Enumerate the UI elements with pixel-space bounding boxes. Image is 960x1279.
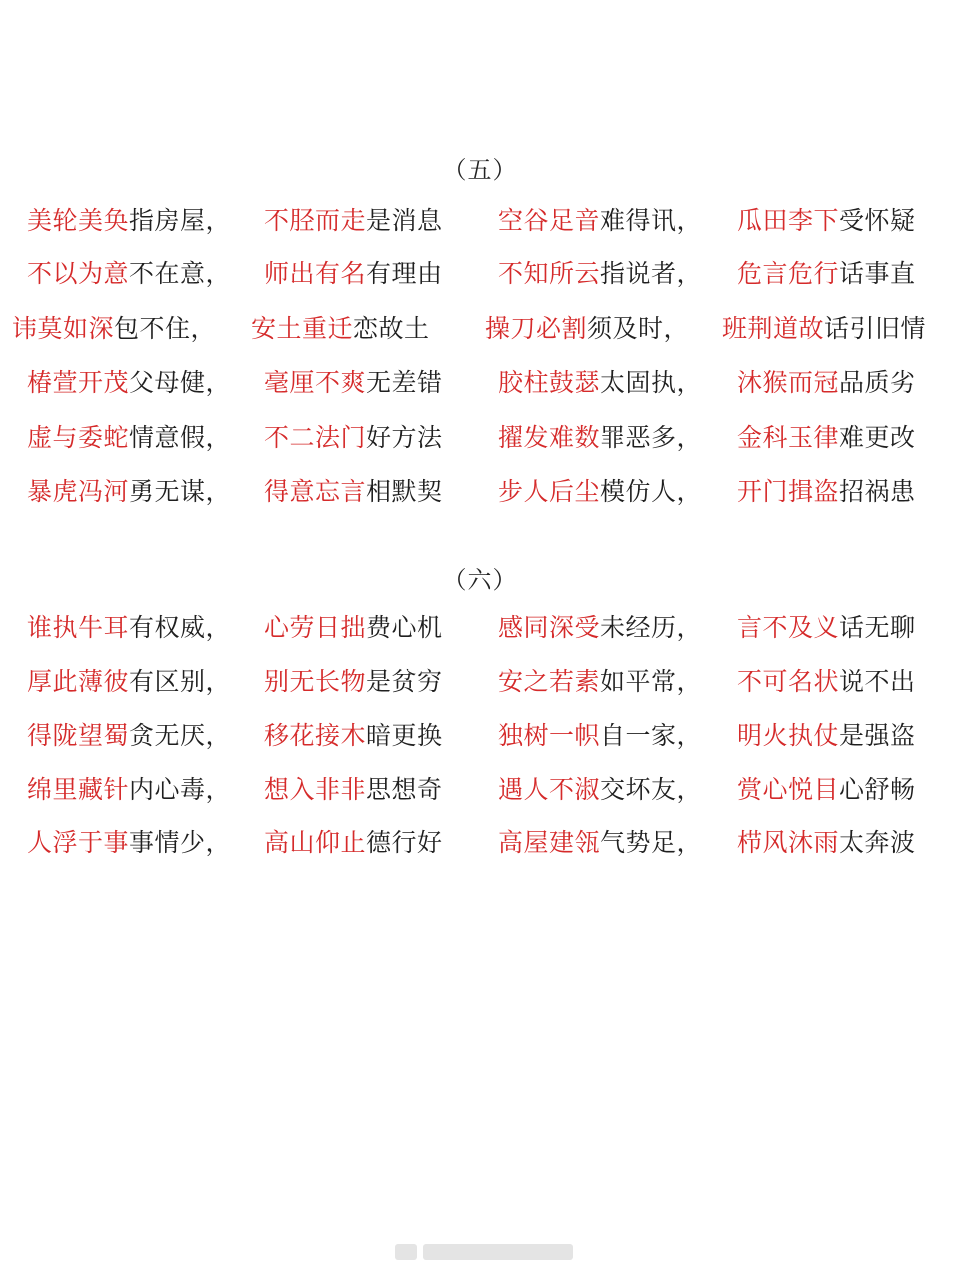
watermark-mark bbox=[423, 1244, 573, 1260]
idiom: 不胫而走 bbox=[264, 206, 367, 235]
meaning: 事情少， bbox=[129, 828, 232, 857]
idiom: 心劳日拙 bbox=[264, 613, 367, 642]
verse-line bbox=[737, 823, 916, 863]
meaning: 思想奇 bbox=[366, 775, 443, 804]
watermark-mark bbox=[395, 1244, 417, 1260]
idiom: 操刀必割 bbox=[485, 314, 588, 343]
verse-line bbox=[27, 662, 231, 702]
meaning: 费心机 bbox=[366, 613, 443, 642]
idiom: 擢发难数 bbox=[498, 423, 601, 452]
verse-line bbox=[264, 662, 443, 702]
idiom: 暴虎冯河 bbox=[27, 477, 130, 506]
verse-line bbox=[264, 608, 443, 648]
verse-line bbox=[264, 254, 443, 294]
meaning: 父母健， bbox=[129, 368, 232, 397]
verse-line bbox=[737, 418, 916, 458]
meaning: 自一家， bbox=[600, 721, 703, 750]
verse-line bbox=[722, 309, 926, 349]
meaning: 交坏友， bbox=[600, 775, 703, 804]
idiom: 人浮于事 bbox=[27, 828, 130, 857]
meaning: 太固执， bbox=[600, 368, 703, 397]
meaning: 是强盗 bbox=[839, 721, 916, 750]
verse-line bbox=[27, 716, 231, 756]
verse-line bbox=[27, 363, 231, 403]
verse-line bbox=[27, 770, 231, 810]
idiom: 高山仰止 bbox=[264, 828, 367, 857]
meaning: 话引旧情 bbox=[824, 314, 927, 343]
verse-line bbox=[737, 472, 916, 512]
verse-line bbox=[27, 418, 231, 458]
meaning: 罪恶多， bbox=[600, 423, 703, 452]
idiom: 空谷足音 bbox=[498, 206, 601, 235]
meaning: 难更改 bbox=[839, 423, 916, 452]
meaning: 指说者， bbox=[600, 259, 703, 288]
idiom: 不以为意 bbox=[27, 259, 130, 288]
idiom: 得意忘言 bbox=[264, 477, 367, 506]
verse-line bbox=[498, 608, 702, 648]
idiom: 危言危行 bbox=[737, 259, 840, 288]
verse-line bbox=[498, 770, 702, 810]
meaning: 有理由 bbox=[366, 259, 443, 288]
meaning: 不在意， bbox=[129, 259, 232, 288]
idiom: 高屋建瓴 bbox=[498, 828, 601, 857]
verse-line bbox=[737, 770, 916, 810]
meaning: 恋故土 bbox=[353, 314, 430, 343]
verse-line bbox=[498, 418, 702, 458]
meaning: 品质劣 bbox=[839, 368, 916, 397]
verse-line bbox=[264, 770, 443, 810]
idiom: 不二法门 bbox=[264, 423, 367, 452]
meaning: 话无聊 bbox=[839, 613, 916, 642]
verse-line bbox=[498, 254, 702, 294]
verse-line bbox=[498, 472, 702, 512]
meaning: 内心毒， bbox=[129, 775, 232, 804]
idiom: 栉风沐雨 bbox=[737, 828, 840, 857]
meaning: 好方法 bbox=[366, 423, 443, 452]
meaning: 说不出 bbox=[839, 667, 916, 696]
meaning: 是贫穷 bbox=[366, 667, 443, 696]
meaning: 暗更换 bbox=[366, 721, 443, 750]
meaning: 太奔波 bbox=[839, 828, 916, 857]
verse-line bbox=[264, 716, 443, 756]
meaning: 话事直 bbox=[839, 259, 916, 288]
verse-line bbox=[737, 662, 916, 702]
watermark bbox=[395, 1244, 575, 1260]
verse-line bbox=[251, 309, 430, 349]
verse-line bbox=[498, 823, 702, 863]
idiom: 独树一帜 bbox=[498, 721, 601, 750]
idiom: 开门揖盗 bbox=[737, 477, 840, 506]
meaning: 有权威， bbox=[129, 613, 232, 642]
idiom: 瓜田李下 bbox=[737, 206, 840, 235]
idiom: 金科玉律 bbox=[737, 423, 840, 452]
verse-line bbox=[737, 363, 916, 403]
meaning: 须及时， bbox=[587, 314, 690, 343]
idiom: 不可名状 bbox=[737, 667, 840, 696]
idiom: 厚此薄彼 bbox=[27, 667, 130, 696]
meaning: 是消息 bbox=[366, 206, 443, 235]
idiom: 沐猴而冠 bbox=[737, 368, 840, 397]
idiom: 遇人不淑 bbox=[498, 775, 601, 804]
meaning: 未经历， bbox=[600, 613, 703, 642]
idiom: 安土重迁 bbox=[251, 314, 354, 343]
meaning: 情意假， bbox=[129, 423, 232, 452]
verse-line bbox=[264, 823, 443, 863]
verse-line bbox=[264, 472, 443, 512]
idiom: 谁执牛耳 bbox=[27, 613, 130, 642]
idiom: 想入非非 bbox=[264, 775, 367, 804]
meaning: 模仿人， bbox=[600, 477, 703, 506]
verse-line bbox=[264, 418, 443, 458]
verse-line bbox=[737, 716, 916, 756]
idiom: 胶柱鼓瑟 bbox=[498, 368, 601, 397]
idiom: 师出有名 bbox=[264, 259, 367, 288]
verse-line bbox=[737, 201, 916, 241]
meaning: 德行好 bbox=[366, 828, 443, 857]
meaning: 心舒畅 bbox=[839, 775, 916, 804]
idiom: 言不及义 bbox=[737, 613, 840, 642]
idiom: 美轮美奂 bbox=[27, 206, 130, 235]
verse-line bbox=[737, 608, 916, 648]
verse-line bbox=[498, 716, 702, 756]
verse-line bbox=[264, 201, 443, 241]
verse-line bbox=[737, 254, 916, 294]
idiom: 绵里藏针 bbox=[27, 775, 130, 804]
verse-line bbox=[27, 201, 231, 241]
idiom: 毫厘不爽 bbox=[264, 368, 367, 397]
idiom: 步人后尘 bbox=[498, 477, 601, 506]
idiom: 虚与委蛇 bbox=[27, 423, 130, 452]
idiom: 别无长物 bbox=[264, 667, 367, 696]
idiom: 椿萱开茂 bbox=[27, 368, 130, 397]
meaning: 勇无谋， bbox=[129, 477, 232, 506]
idiom: 得陇望蜀 bbox=[27, 721, 130, 750]
idiom: 安之若素 bbox=[498, 667, 601, 696]
section-title-6: （六） bbox=[442, 566, 518, 594]
idiom: 不知所云 bbox=[498, 259, 601, 288]
verse-line bbox=[27, 472, 231, 512]
meaning: 包不住， bbox=[114, 314, 217, 343]
idiom: 赏心悦目 bbox=[737, 775, 840, 804]
meaning: 指房屋， bbox=[129, 206, 232, 235]
idiom: 明火执仗 bbox=[737, 721, 840, 750]
verse-line bbox=[264, 363, 443, 403]
meaning: 气势足， bbox=[600, 828, 703, 857]
verse-line bbox=[498, 363, 702, 403]
verse-line bbox=[498, 662, 702, 702]
meaning: 难得讯， bbox=[600, 206, 703, 235]
meaning: 招祸患 bbox=[839, 477, 916, 506]
meaning: 如平常， bbox=[600, 667, 703, 696]
idiom: 班荆道故 bbox=[722, 314, 825, 343]
idiom: 感同深受 bbox=[498, 613, 601, 642]
section-title-5: （五） bbox=[442, 156, 518, 184]
meaning: 相默契 bbox=[366, 477, 443, 506]
verse-line bbox=[27, 608, 231, 648]
verse-line bbox=[498, 201, 702, 241]
verse-line bbox=[27, 823, 231, 863]
meaning: 受怀疑 bbox=[839, 206, 916, 235]
verse-line bbox=[485, 309, 689, 349]
verse-line bbox=[12, 309, 216, 349]
meaning: 贪无厌， bbox=[129, 721, 232, 750]
meaning: 有区别， bbox=[129, 667, 232, 696]
idiom: 移花接木 bbox=[264, 721, 367, 750]
verse-line bbox=[27, 254, 231, 294]
idiom: 讳莫如深 bbox=[12, 314, 115, 343]
meaning: 无差错 bbox=[366, 368, 443, 397]
